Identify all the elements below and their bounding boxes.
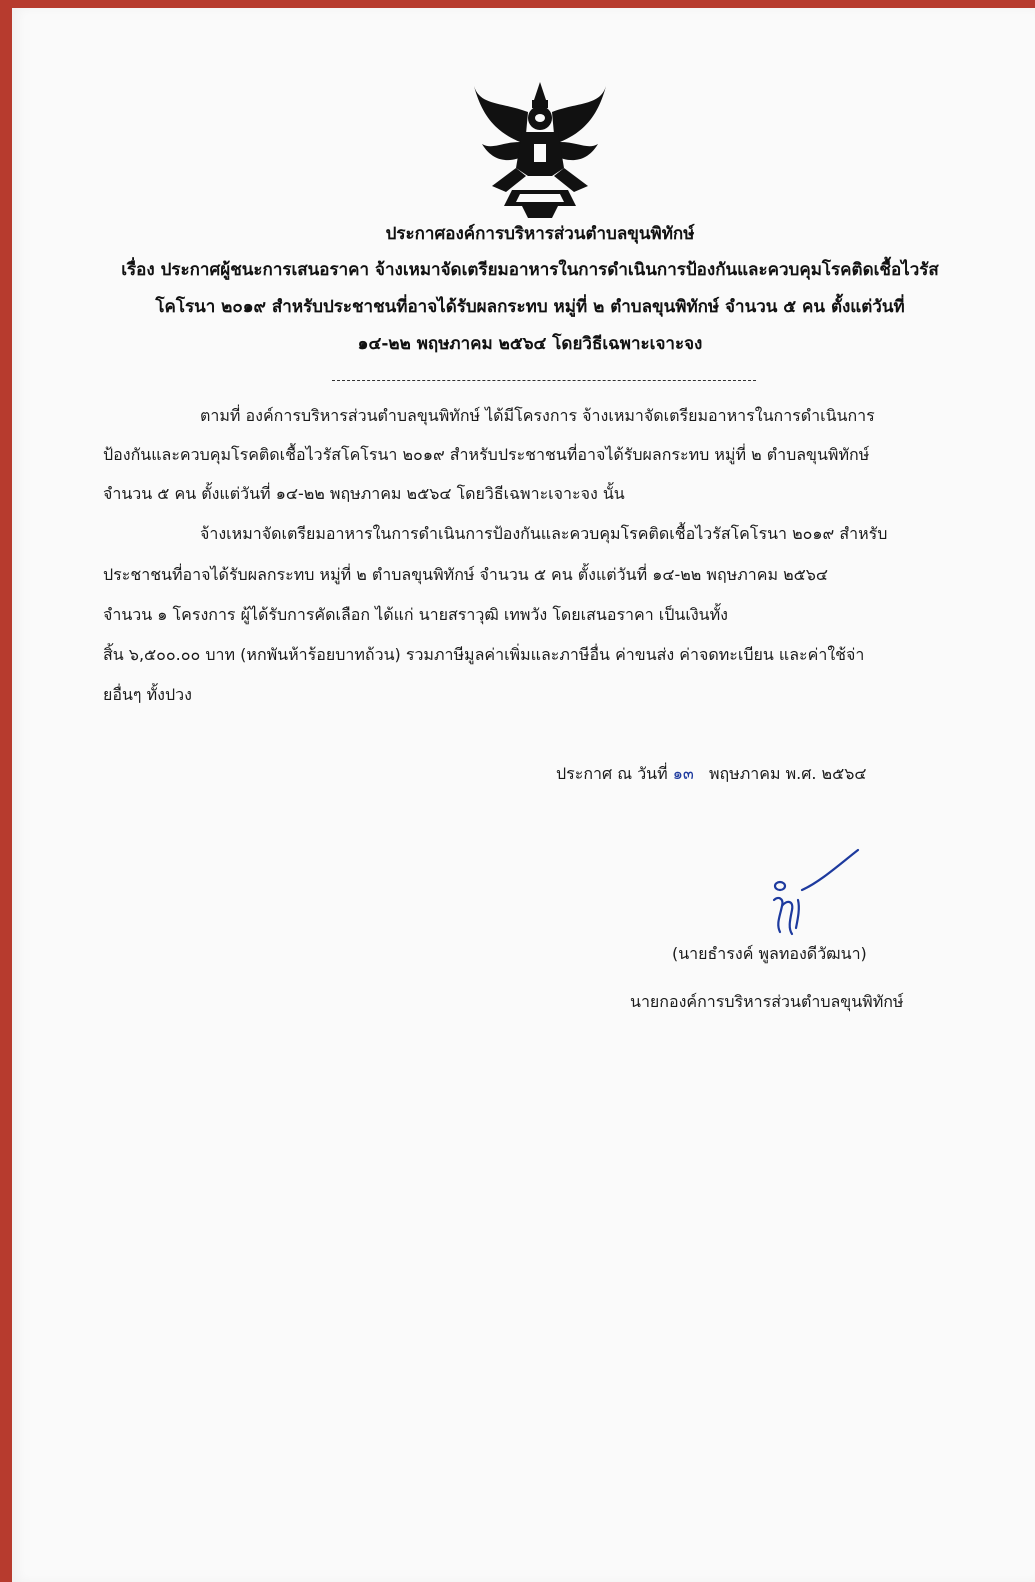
subject-line-3: ๑๔-๒๒ พฤษภาคม ๒๕๖๔ โดยวิธีเฉพาะเจาะจง [357,334,703,354]
garuda-emblem-icon [472,72,608,220]
heading-divider [332,380,756,381]
announcement-month-year: พฤษภาคม พ.ศ. ๒๕๖๔ [708,764,867,783]
announcement-date [556,762,866,787]
paragraph1-line-2: ป้องกันและควบคุมโรคติดเชื้อไวรัสโคโรนา ๒๐๑๙ สำหรับประชาชนที่อาจได้รับผลกระทบ หมู่ที่ ๒ ตำบลขุนพิทักษ์ [103,445,870,464]
announcement-prefix: ประกาศ ณ วันที่ [556,764,668,783]
signer-name: (นายธำรงค์ พูลทองดีวัฒนา) [672,944,867,963]
paragraph1-line-3: จำนวน ๕ คน ตั้งแต่วันที่ ๑๔-๒๒ พฤษภาคม ๒๕๖๔ โดยวิธีเฉพาะเจาะจง นั้น [103,484,625,503]
paragraph2-line-4: สิ้น ๖,๕๐๐.๐๐ บาท (หกพันห้าร้อยบาทถ้วน) รวมภาษีมูลค่าเพิ่มและภาษีอื่น ค่าขนส่ง ค่าจดทะเบียน และค่าใช้จ่า [103,645,865,664]
subject-line-1: เรื่อง ประกาศผู้ชนะการเสนอราคา จ้างเหมาจัดเตรียมอาหารในการดำเนินการป้องกันและควบคุมโรคติดเชื้อไวรัส [121,260,939,280]
paragraph1-line-1: ตามที่ องค์การบริหารส่วนตำบลขุนพิทักษ์ ได้มีโครงการ จ้างเหมาจัดเตรียมอาหารในการดำเนินการ [200,406,875,425]
signature-mark [740,842,870,942]
signer-title: นายกองค์การบริหารส่วนตำบลขุนพิทักษ์ [630,992,904,1011]
paragraph2-line-1: จ้างเหมาจัดเตรียมอาหารในการดำเนินการป้องกันและควบคุมโรคติดเชื้อไวรัสโคโรนา ๒๐๑๙ สำหรับ [200,524,888,543]
organization-heading: ประกาศองค์การบริหารส่วนตำบลขุนพิทักษ์ [385,224,695,244]
subject-line-2: โคโรนา ๒๐๑๙ สำหรับประชาชนที่อาจได้รับผลกระทบ หมู่ที่ ๒ ตำบลขุนพิทักษ์ จำนวน ๕ คน ตั้งแต่วันที่ [155,297,905,317]
paragraph2-line-2: ประชาชนที่อาจได้รับผลกระทบ หมู่ที่ ๒ ตำบลขุนพิทักษ์ จำนวน ๕ คน ตั้งแต่วันที่ ๑๔-๒๒ พฤษภาคม ๒๕๖๔ [103,565,828,584]
paragraph2-line-3: จำนวน ๑ โครงการ ผู้ได้รับการคัดเลือก ได้แก่ นายสราวุฒิ เทพวัง โดยเสนอราคา เป็นเงินทั้ง [103,605,728,624]
paragraph2-line-5: ยอื่นๆ ทั้งปวง [103,685,192,704]
announcement-day: ๑๓ [672,764,694,783]
